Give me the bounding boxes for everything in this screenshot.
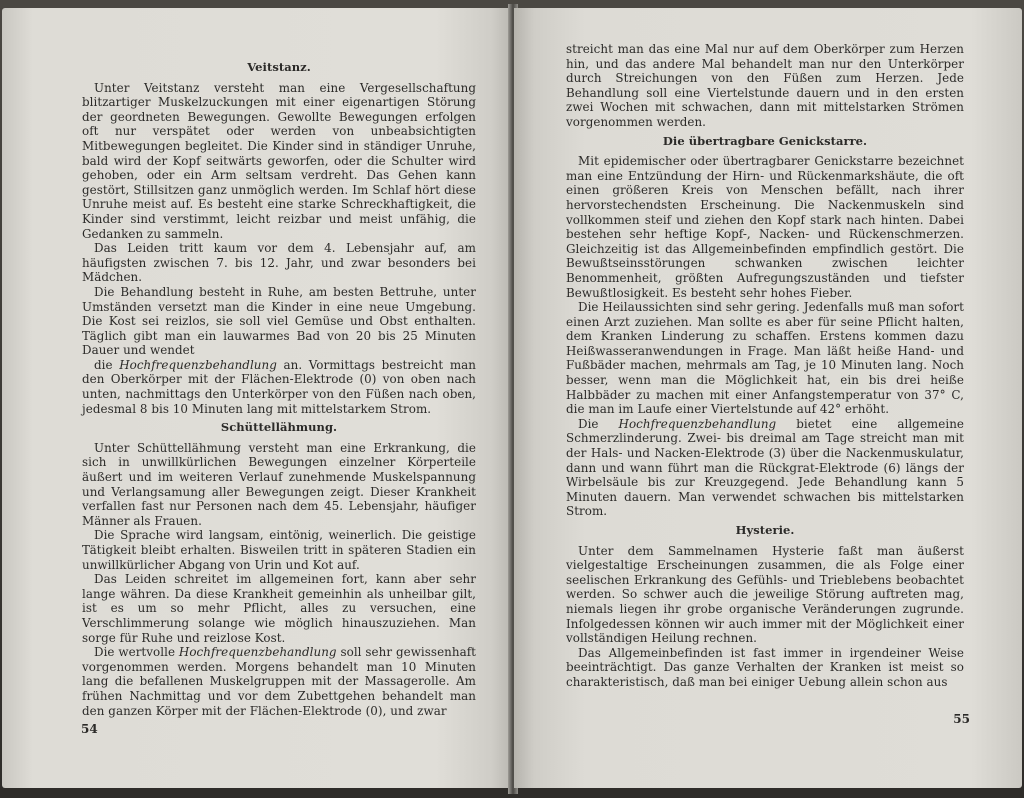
emphasis-text: Hochfrequenzbehandlung [119, 357, 277, 372]
paragraph: Das Leiden tritt kaum vor dem 4. Lebensjahr auf, am häufigsten zwischen 7. bis 12. Jahr, und zwar besonders bei Mädchen. [82, 241, 476, 285]
page-number-right: 55 [953, 712, 970, 726]
paragraph-text: Die wertvolle [94, 645, 179, 660]
paragraph: Mit epidemischer oder übertragbarer Genickstarre bezeichnet man eine Entzündung der Hirn- und Rückenmarkshäute, die oft einen größeren Kreis von Menschen befällt, nach ihrer hervorstechendsten Erscheinung. Die Nackenmuskeln sind vollkommen steif und ziehen den Kopf stark nach hinten. Dabei bestehen sehr heftige Kopf-, Nacken- und Rückenschmerzen. Gleichzeitig ist das Allgemeinbefinden empfindlich gestört. Die Bewußtseinsstörungen schwanken zwischen leichter Benommenheit, größten Aufregungszuständen und tiefster Bewußtlosigkeit. Es besteht sehr hohes Fieber. [566, 154, 964, 300]
paragraph [566, 417, 964, 519]
paragraph: Das Allgemeinbefinden ist fast immer in irgendeiner Weise beeinträchtigt. Das ganze Verhalten der Kranken ist meist so charakteristisch, daß man bei einiger Uebung allein schon aus [566, 645, 964, 689]
paragraph: Das Leiden schreitet im allgemeinen fort, kann aber sehr lange währen. Da diese Krankheit gemeinhin als unheilbar gilt, ist es um so mehr Pflicht, alles zu versuchen, eine Verschlimmerung solange wie möglich hinauszuziehen. Man sorge für Ruhe und reizlose Kost. [82, 572, 476, 645]
paragraph-text: an. Vormittags bestreicht man den Oberkörper mit der Flächen-Elektrode (0) von oben nach unten, nachmittags den Unterkörper von den Füßen nach oben, jedesmal 8 bis 10 Minuten lang mit mittelstarkem Strom. [82, 357, 476, 416]
right-page [514, 8, 1022, 788]
paragraph [82, 358, 476, 416]
paragraph [82, 645, 476, 718]
paragraph: Die Heilaussichten sind sehr gering. Jedenfalls muß man sofort einen Arzt zuziehen. Man sollte es aber für seine Pflicht halten, dem Kranken Linderung zu schaffen. Erstens kommen dazu Heißwasseranwendungen in Frage. Man läßt heiße Hand- und Fußbäder machen, mehrmals am Tag, je 10 Minuten lang. Noch besser, wenn man die Möglichkeit hat, ein bis drei heiße Halbbäder zu machen mit einer Anfangstemperatur von 37° C, die man im Laufe einer Viertelstunde auf 42° erhöht. [566, 300, 964, 417]
page-number-left: 54 [81, 722, 98, 736]
paragraph: streicht man das eine Mal nur auf dem Oberkörper zum Herzen hin, und das andere Mal behandelt man nur den Unterkörper durch Streichungen von den Füßen zum Herzen. Jede Behandlung soll eine Viertelstunde dauern und in den ersten zwei Wochen mit schwachen, dann mit mittelstarken Strömen vorgenommen werden. [566, 42, 964, 129]
paragraph: Unter Schüttellähmung versteht man eine Erkrankung, die sich in unwillkürlichen Bewegungen einzelner Körperteile äußert und im weiteren Verlauf zunehmende Muskelspannung und Verlangsamung aller Bewegungen zeigt. Dieser Krankheit verfallen fast nur Personen nach dem 45. Lebensjahr, häufiger Männer als Frauen. [82, 440, 476, 528]
paragraph-text: die [94, 357, 120, 372]
left-page [2, 8, 512, 788]
paragraph-text: soll sehr gewissenhaft vorgenommen werden. Morgens behandelt man 10 Minuten lang die befallenen Muskelgruppen mit der Massagerolle. Am frühen Nachmittag und vor dem Zubettgehen behandelt man den ganzen Körper mit der Flächen-Elektrode (0), und zwar [82, 645, 476, 718]
heading-genickstarre: Die übertragbare Genickstarre. [662, 133, 868, 148]
emphasis-text: Hochfrequenzbehandlung [618, 416, 777, 431]
right-page-text [566, 42, 964, 690]
paragraph: Die Behandlung besteht in Ruhe, am besten Bettruhe, unter Umständen versetzt man die Kinder in eine neue Umgebung. Die Kost sei reizlos, sie soll viel Gemüse und Obst enthalten. Täglich gibt man ein lauwarmes Bad von 20 bis 25 Minuten Dauer und wendet [82, 284, 476, 358]
heading-hysterie: Hysterie. [735, 523, 795, 537]
paragraph: Die Sprache wird langsam, eintönig, weinerlich. Die geistige Tätigkeit bleibt erhalten. Bisweilen tritt in späteren Stadien ein unwillkürlicher Abgang von Urin und Kot auf. [82, 528, 476, 572]
paragraph-text: bietet eine allgemeine Schmerzlinderung. Zwei- bis dreimal am Tage streicht man mit der Hals- und Nacken-Elektrode (3) über die Nackenmuskulatur, dann und wann führt man die Rückgrat-Elektrode (6) längs der Wirbelsäule bis zur Kreuzgegend. Jede Behandlung kann 5 Minuten dauern. Man verwendet schwachen bis mittelstarken Strom. [566, 416, 964, 519]
left-page-text [82, 56, 476, 718]
heading-schuettellaehmung: Schüttellähmung. [220, 420, 338, 435]
paragraph: Unter dem Sammelnamen Hysterie faßt man äußerst vielgestaltige Erscheinungen zusammen, die als Folge einer seelischen Erkrankung des Gefühls- und Trieblebens beobachtet werden. So schwer auch die jeweilige Störung auftreten mag, niemals liegen ihr grobe organische Veränderungen zugrunde. Infolgedessen können wir auch immer mit der Möglichkeit einer vollständigen Heilung rechnen. [566, 543, 964, 646]
emphasis-text: Hochfrequenzbehandlung [178, 645, 337, 660]
paragraph-text: Die [578, 416, 619, 431]
paragraph: Unter Veitstanz versteht man eine Vergesellschaftung blitzartiger Muskelzuckungen mit einer eigenartigen Störung der geordneten Bewegungen. Gewollte Bewegungen erfolgen oft nur verspätet oder werden von unbeabsichtigten Mitbewegungen begleitet. Die Kinder sind in ständiger Unruhe, bald wird der Kopf seitwärts geworfen, oder die Schulter wird gehoben, oder ein Arm seltsam verdreht. Das Gehen kann gestört, Stillsitzen ganz unmöglich werden. Im Schlaf hört diese Unruhe meist auf. Es besteht eine starke Schreckhaftigkeit, die Kinder sind verstimmt, leicht reizbar und meist unfähig, die Gedanken zu sammeln. [82, 80, 476, 241]
heading-veitstanz: Veitstanz. [247, 60, 311, 74]
